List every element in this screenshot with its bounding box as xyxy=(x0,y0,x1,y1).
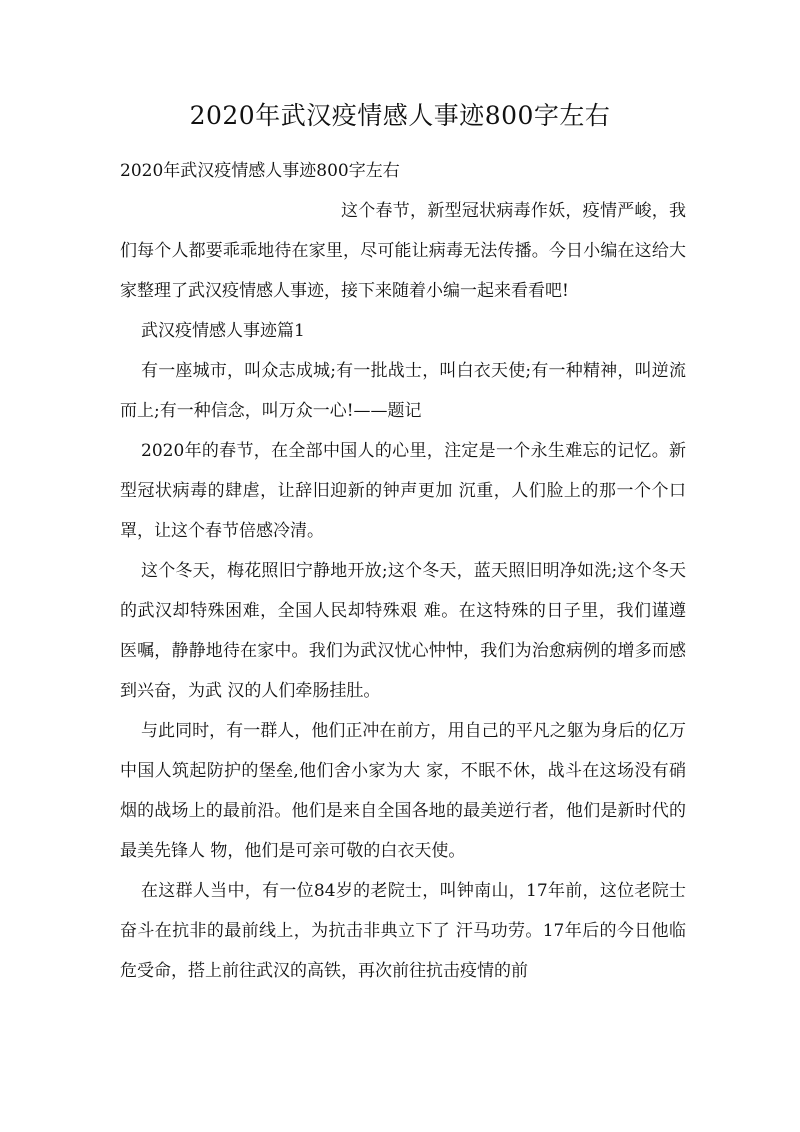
body-paragraph: 2020年的春节，在全部中国人的心里，注定是一个永生难忘的记忆。新型冠状病毒的肆虐，让辞旧迎新的钟声更加 沉重，人们脸上的那一个个口罩，让这个春节倍感冷清。 xyxy=(120,441,686,541)
body-paragraph: 在这群人当中，有一位84岁的老院士，叫钟南山，17年前，这位老院士奋斗在抗非的最前线上，为抗击非典立下了 汗马功劳。17年后的今日他临危受命，搭上前往武汉的高铁，再次前往抗击疫情的前 xyxy=(120,881,686,981)
document-title: 2020年武汉疫情感人事迹800字左右 xyxy=(189,101,611,130)
intro-paragraph: 这个春节，新型冠状病毒作妖，疫情严峻，我们每个人都要乖乖地待在家里，尽可能让病毒无法传播。今日小编在这给大家整理了武汉疫情感人事迹，接下来随着小编一起来看看吧! xyxy=(120,201,686,301)
body-paragraph: 与此同时，有一群人，他们正冲在前方，用自己的平凡之躯为身后的亿万中国人筑起防护的堡垒,他们舍小家为大 家，不眠不休，战斗在这场没有硝烟的战场上的最前沿。他们是来自全国各地的最美逆行者，他们是新时代的最美先锋人 物，他们是可亲可敬的白衣天使。 xyxy=(120,721,686,861)
document-body xyxy=(120,151,686,991)
body-paragraph: 这个冬天，梅花照旧宁静地开放;这个冬天，蓝天照旧明净如洗;这个冬天的武汉却特殊困难，全国人民却特殊艰 难。在这特殊的日子里，我们谨遵医嘱，静静地待在家中。我们为武汉忧心忡忡，我们为治愈病例的增多而感到兴奋，为武 汉的人们牵肠挂肚。 xyxy=(120,561,686,701)
section-heading: 武汉疫情感人事迹篇1 xyxy=(141,321,305,341)
body-paragraph: 有一座城市，叫众志成城;有一批战士，叫白衣天使;有一种精神，叫逆流而上;有一种信念，叫万众一心!——题记 xyxy=(120,361,686,421)
document-subtitle: 2020年武汉疫情感人事迹800字左右 xyxy=(120,161,400,181)
